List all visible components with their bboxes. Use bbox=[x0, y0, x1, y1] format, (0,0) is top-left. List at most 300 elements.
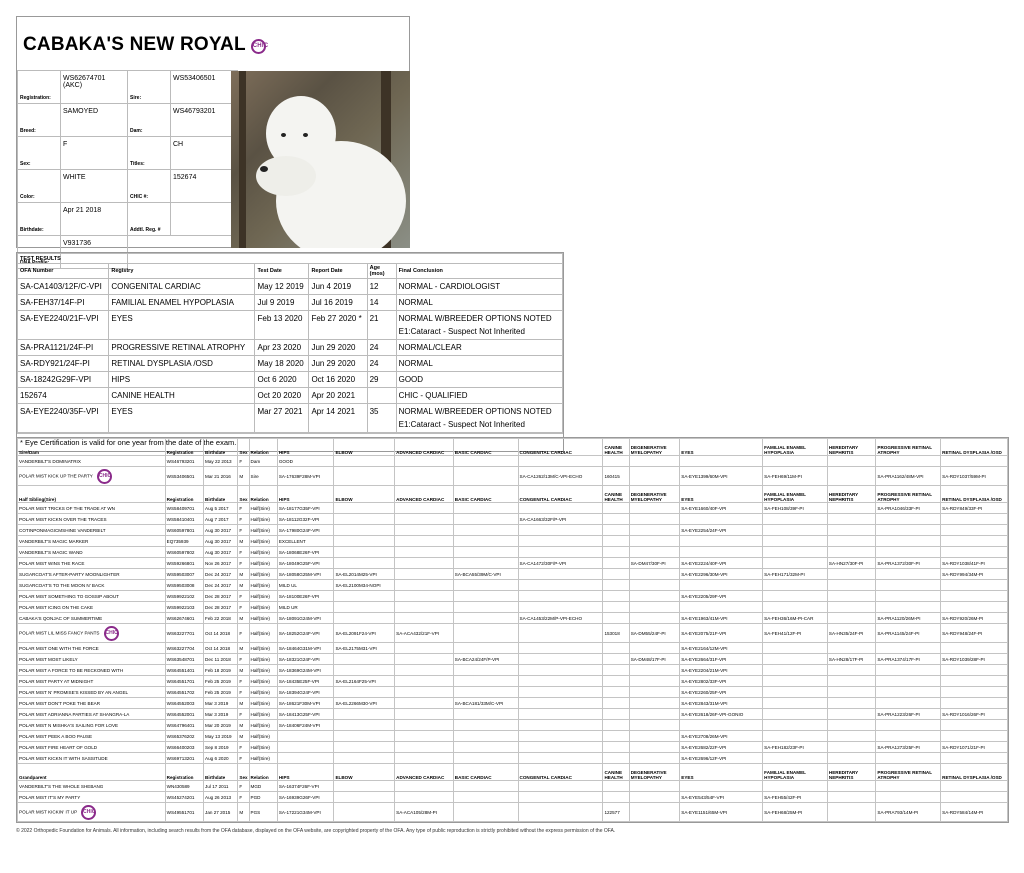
relative-name-text: POLAR MIST ONE WITH THE FORCE bbox=[19, 645, 99, 651]
sex-label: Sex: bbox=[18, 137, 61, 170]
relative-cell bbox=[334, 525, 395, 536]
test-result-report: Apr 14 2021 bbox=[309, 404, 367, 433]
test-result-row bbox=[18, 340, 563, 356]
relative-cell bbox=[395, 503, 454, 514]
relative-cell bbox=[453, 456, 518, 467]
chic-badge-icon: CHIC bbox=[104, 626, 119, 641]
relative-cell: M bbox=[238, 580, 249, 591]
relative-cell: SA-PRA1145/24F-PI bbox=[876, 624, 941, 643]
relative-cell: Aug 26 2013 bbox=[204, 792, 238, 803]
relative-cell: WS65376202 bbox=[165, 731, 203, 742]
relative-cell: Half(Sire) bbox=[249, 687, 277, 698]
relative-cell: Mar 21 2016 bbox=[204, 467, 238, 486]
test-result-test: Mar 27 2021 bbox=[255, 404, 309, 433]
relative-name bbox=[18, 720, 166, 731]
relative-cell bbox=[453, 503, 518, 514]
relative-cell bbox=[680, 720, 763, 731]
relative-cell: Half(Sire) bbox=[249, 503, 277, 514]
test-result-test: May 18 2020 bbox=[255, 356, 309, 372]
relative-cell bbox=[395, 456, 454, 467]
relative-name bbox=[18, 569, 166, 580]
relatives-column-header: Relation bbox=[249, 764, 277, 781]
breed-label: Breed: bbox=[18, 104, 61, 137]
relative-cell bbox=[941, 536, 1008, 547]
breed-value: SAMOYED bbox=[61, 104, 128, 137]
relative-cell bbox=[395, 558, 454, 569]
relative-cell bbox=[334, 687, 395, 698]
relative-cell: Half(Sire) bbox=[249, 569, 277, 580]
relative-cell: SA-BCA24/24F/P-VPI bbox=[453, 654, 518, 665]
relative-name bbox=[18, 558, 166, 569]
relative-cell: SA-RDY1038/41F-PI bbox=[941, 558, 1008, 569]
relative-cell bbox=[827, 591, 876, 602]
relative-cell: Dec 28 2017 bbox=[204, 591, 238, 602]
relative-cell: WS59922103 bbox=[165, 602, 203, 613]
relative-cell bbox=[334, 514, 395, 525]
relative-cell bbox=[518, 709, 603, 720]
relative-cell: F bbox=[238, 503, 249, 514]
relative-cell bbox=[395, 698, 454, 709]
relative-cell: SA-RDY994/34M-PI bbox=[941, 569, 1008, 580]
relative-cell bbox=[827, 698, 876, 709]
relative-cell bbox=[827, 687, 876, 698]
relatives-section-title: Sire/Dam bbox=[18, 439, 166, 456]
relative-cell bbox=[827, 742, 876, 753]
relative-name bbox=[18, 602, 166, 613]
relative-cell bbox=[763, 602, 828, 613]
relatives-section-title: Grandparent bbox=[18, 764, 166, 781]
relative-cell: Half(Sire) bbox=[249, 709, 277, 720]
relative-cell bbox=[334, 602, 395, 613]
relative-cell: Feb 18 2019 bbox=[204, 665, 238, 676]
relative-cell: SA-EYE2696/12F-VPI bbox=[680, 753, 763, 764]
test-result-age: 24 bbox=[367, 340, 396, 356]
relative-name-text: POLAR MIST PARTY AT MIDNIGHT bbox=[19, 678, 94, 684]
relative-row bbox=[18, 665, 1008, 676]
test-result-test: Oct 20 2020 bbox=[255, 388, 309, 404]
test-results-column-header: Report Date bbox=[309, 264, 367, 279]
relative-cell bbox=[763, 731, 828, 742]
relative-cell bbox=[827, 792, 876, 803]
relative-cell bbox=[629, 569, 680, 580]
relative-cell bbox=[518, 569, 603, 580]
relative-cell bbox=[629, 467, 680, 486]
relative-cell: SA-RDY584/14M-PI bbox=[941, 803, 1008, 822]
relative-cell bbox=[629, 753, 680, 764]
test-result-registry: PROGRESSIVE RETINAL ATROPHY bbox=[109, 340, 255, 356]
relative-cell bbox=[603, 687, 629, 698]
relative-cell bbox=[876, 720, 941, 731]
relative-name bbox=[18, 654, 166, 665]
relative-cell: Aug 30 2017 bbox=[204, 536, 238, 547]
relatives-column-header: CONGENITAL CARDIAC bbox=[518, 439, 603, 456]
relative-cell bbox=[763, 547, 828, 558]
relative-cell bbox=[680, 602, 763, 613]
relative-cell: SA-FEH55/42F-PI bbox=[763, 792, 828, 803]
relatives-column-header: CONGENITAL CARDIAC bbox=[518, 486, 603, 503]
relatives-column-header: CANINE HEALTH bbox=[603, 439, 629, 456]
relative-cell: MILD UR bbox=[277, 602, 334, 613]
relative-name bbox=[18, 624, 166, 643]
relative-cell bbox=[453, 753, 518, 764]
relative-name bbox=[18, 514, 166, 525]
test-result-conclusion-note: E1:Cataract - Suspect Not Inherited bbox=[398, 420, 525, 429]
relative-row bbox=[18, 580, 1008, 591]
relative-cell: WS59503007 bbox=[165, 569, 203, 580]
relative-cell: GOOD bbox=[277, 456, 334, 467]
relative-cell: SA-EYE2664/31F-VPI bbox=[680, 654, 763, 665]
relative-cell bbox=[827, 731, 876, 742]
relative-cell: May 22 2013 bbox=[204, 456, 238, 467]
relatives-column-header: HIPS bbox=[277, 439, 334, 456]
relative-cell: WS69713201 bbox=[165, 753, 203, 764]
relative-cell bbox=[518, 580, 603, 591]
chic-badge-icon: CHIC bbox=[251, 39, 266, 54]
relative-cell bbox=[518, 643, 603, 654]
relative-cell bbox=[453, 536, 518, 547]
relative-cell: SA-EYE2164/12M-VPI bbox=[680, 643, 763, 654]
relative-cell bbox=[453, 602, 518, 613]
relative-cell bbox=[277, 731, 334, 742]
relative-cell: WS63227701 bbox=[165, 624, 203, 643]
relative-cell: SA-FEH108/39F-PI bbox=[763, 503, 828, 514]
relative-cell: Aug 6 2020 bbox=[204, 753, 238, 764]
relative-name-text: POLAR MIST WINS THE RACE bbox=[19, 560, 85, 566]
relative-cell bbox=[763, 536, 828, 547]
relatives-column-header: EYES bbox=[680, 439, 763, 456]
relatives-column-header: EYES bbox=[680, 764, 763, 781]
relatives-column-header: FAMILIAL ENAMEL HYPOPLASIA bbox=[763, 486, 828, 503]
relative-cell: SA-PRA1273/25F-PI bbox=[876, 742, 941, 753]
relative-cell bbox=[603, 547, 629, 558]
relative-cell: Half(Sire) bbox=[249, 536, 277, 547]
relative-cell: SA-RDY1071/21F-PI bbox=[941, 742, 1008, 753]
relative-cell bbox=[827, 467, 876, 486]
relatives-column-header: RETINAL DYSPLASIA /OSD bbox=[941, 764, 1008, 781]
relative-cell: M bbox=[238, 803, 249, 822]
relative-cell: SA-18252G24F-VPI bbox=[277, 624, 334, 643]
relative-cell: SA-EYE2843/31M-VPI bbox=[680, 698, 763, 709]
test-result-test: Apr 23 2020 bbox=[255, 340, 309, 356]
relative-cell bbox=[395, 514, 454, 525]
relative-cell bbox=[518, 792, 603, 803]
relative-cell: SA-RDY1039/28F-PI bbox=[941, 654, 1008, 665]
relative-cell bbox=[395, 720, 454, 731]
relative-cell bbox=[453, 792, 518, 803]
relative-cell bbox=[518, 547, 603, 558]
relative-name-text: POLAR MIST KICKN IT WITH SASSITUDE bbox=[19, 755, 108, 761]
relative-cell: SA-EL2091F24-VPI bbox=[334, 624, 395, 643]
relative-cell: SA-CA1663/32F/P-VPI bbox=[518, 514, 603, 525]
relative-name-text: SUGARCOAT'S TO THE MOON N' BACK bbox=[19, 582, 105, 588]
copyright-footer: © 2022 Orthopedic Foundation for Animals. All information, including search results from the OFA database, displayed on the OFA website, are copyrighted property of the OFA. Any type of public reproduction is strictly prohibited without the express permission of the OFA. bbox=[16, 828, 616, 834]
relative-cell: Half(Sire) bbox=[249, 591, 277, 602]
relative-name bbox=[18, 613, 166, 624]
relative-cell bbox=[763, 456, 828, 467]
test-result-ofa: SA-CA1403/12F/C-VPI bbox=[18, 279, 109, 295]
relative-name bbox=[18, 781, 166, 792]
relative-name bbox=[18, 547, 166, 558]
relative-cell: SA-EYE2224/40F-VPI bbox=[680, 558, 763, 569]
relative-cell: SA-PRA1374/17F-PI bbox=[876, 654, 941, 665]
test-result-report: Apr 20 2021 bbox=[309, 388, 367, 404]
relative-cell: Half(Sire) bbox=[249, 665, 277, 676]
test-results-column-header: OFA Number bbox=[18, 264, 109, 279]
relative-cell bbox=[763, 580, 828, 591]
relative-cell: F bbox=[238, 792, 249, 803]
relative-cell: Half(Sire) bbox=[249, 514, 277, 525]
test-result-row bbox=[18, 311, 563, 340]
chic-label: CHIC #: bbox=[128, 170, 171, 203]
relative-cell bbox=[453, 676, 518, 687]
test-result-conclusion: NORMAL bbox=[396, 356, 562, 372]
relative-row bbox=[18, 467, 1008, 486]
relative-cell: F bbox=[238, 591, 249, 602]
relative-cell: M bbox=[238, 720, 249, 731]
test-result-registry: EYES bbox=[109, 404, 255, 433]
relative-cell bbox=[334, 591, 395, 602]
relative-row bbox=[18, 654, 1008, 665]
test-result-conclusion bbox=[396, 404, 562, 433]
relative-cell bbox=[603, 753, 629, 764]
test-result-conclusion: NORMAL bbox=[396, 295, 562, 311]
relative-cell: WS59922102 bbox=[165, 591, 203, 602]
relative-cell: SA-18464G31M-VPI bbox=[277, 643, 334, 654]
relative-cell bbox=[603, 781, 629, 792]
titles-value: CH bbox=[171, 137, 238, 170]
relative-cell: SA-EYE2075/21F-VPI bbox=[680, 624, 763, 643]
relative-cell: SA-18068E26F-VPI bbox=[277, 547, 334, 558]
relative-cell: WS64551401 bbox=[165, 665, 203, 676]
relative-cell bbox=[603, 654, 629, 665]
test-results-column-header: Final Conclusion bbox=[396, 264, 562, 279]
relative-name bbox=[18, 536, 166, 547]
relative-cell bbox=[763, 525, 828, 536]
relative-cell bbox=[629, 698, 680, 709]
relative-cell bbox=[518, 591, 603, 602]
relative-cell: Mar 3 2019 bbox=[204, 698, 238, 709]
relative-cell: Oct 14 2018 bbox=[204, 624, 238, 643]
relative-cell bbox=[395, 643, 454, 654]
relative-cell: SA-EYE2682/22F-VPI bbox=[680, 742, 763, 753]
relative-name bbox=[18, 687, 166, 698]
relative-cell bbox=[518, 803, 603, 822]
relative-cell bbox=[941, 781, 1008, 792]
test-result-age bbox=[367, 388, 396, 404]
relative-row bbox=[18, 503, 1008, 514]
relative-row bbox=[18, 676, 1008, 687]
dog-info-table bbox=[17, 70, 238, 269]
relative-row bbox=[18, 558, 1008, 569]
relative-cell: 153018 bbox=[603, 624, 629, 643]
relative-cell: SA-FEH182/23F-PI bbox=[763, 742, 828, 753]
relative-cell: WS64551701 bbox=[165, 676, 203, 687]
relative-cell bbox=[453, 547, 518, 558]
dna-label: DNA Profile: bbox=[18, 236, 61, 269]
relative-cell bbox=[629, 731, 680, 742]
relative-cell: SA-EYE2205/29F-VPI bbox=[680, 591, 763, 602]
test-result-report: Jun 29 2020 bbox=[309, 356, 367, 372]
relative-cell bbox=[629, 665, 680, 676]
relative-cell: SA-EYE2802/33F-VPI bbox=[680, 676, 763, 687]
relatives-column-header: FAMILIAL ENAMEL HYPOPLASIA bbox=[763, 764, 828, 781]
relative-name bbox=[18, 753, 166, 764]
relative-cell: SA-EYE2618/26F-VPI-GONIO bbox=[680, 709, 763, 720]
relative-cell bbox=[876, 792, 941, 803]
test-result-ofa: SA-RDY921/24F-PI bbox=[18, 356, 109, 372]
relative-cell bbox=[334, 547, 395, 558]
relative-row bbox=[18, 591, 1008, 602]
relative-name-text: POLAR MIST IT'S MY PARTY bbox=[19, 794, 81, 800]
relative-cell bbox=[827, 613, 876, 624]
relative-cell bbox=[277, 742, 334, 753]
relative-cell: WS45274201 bbox=[165, 792, 203, 803]
relative-cell bbox=[629, 503, 680, 514]
dna-value: V931736 bbox=[61, 236, 128, 269]
relative-cell bbox=[876, 665, 941, 676]
relative-cell: WS64796401 bbox=[165, 720, 203, 731]
relative-cell bbox=[518, 456, 603, 467]
relative-cell: SA-PRA1046/33F-PI bbox=[876, 503, 941, 514]
relative-cell bbox=[395, 781, 454, 792]
relative-cell: SA-EL2175M31-VPI bbox=[334, 643, 395, 654]
relative-cell bbox=[876, 753, 941, 764]
relative-cell: Half(Sire) bbox=[249, 643, 277, 654]
relatives-column-header: Relation bbox=[249, 486, 277, 503]
relative-cell bbox=[629, 781, 680, 792]
relative-cell bbox=[603, 792, 629, 803]
relative-cell bbox=[629, 720, 680, 731]
relative-cell: WS58409701 bbox=[165, 503, 203, 514]
relative-cell bbox=[334, 558, 395, 569]
relative-cell: Oct 14 2018 bbox=[204, 643, 238, 654]
relative-cell bbox=[629, 643, 680, 654]
test-result-registry: RETINAL DYSPLASIA /OSD bbox=[109, 356, 255, 372]
relative-cell bbox=[827, 569, 876, 580]
relative-cell: M bbox=[238, 665, 249, 676]
relative-cell bbox=[603, 742, 629, 753]
relative-cell bbox=[629, 536, 680, 547]
relative-cell: F bbox=[238, 456, 249, 467]
relative-cell bbox=[395, 547, 454, 558]
relatives-column-header: CONGENITAL CARDIAC bbox=[518, 764, 603, 781]
relatives-column-header: HIPS bbox=[277, 764, 334, 781]
relatives-column-header: BASIC CARDIAC bbox=[453, 486, 518, 503]
relatives-column-header: Relation bbox=[249, 439, 277, 456]
relative-cell: SA-18435E25F-VPI bbox=[277, 676, 334, 687]
relative-cell bbox=[941, 643, 1008, 654]
relative-cell bbox=[629, 456, 680, 467]
relative-cell bbox=[334, 536, 395, 547]
relatives-column-header: PROGRESSIVE RETINAL ATROPHY bbox=[876, 764, 941, 781]
relative-name-text: POLAR MIST MOST LIKELY bbox=[19, 656, 78, 662]
relative-cell: SA-EL2100M34-NOPI bbox=[334, 580, 395, 591]
relative-cell: SA-18321G24F-VPI bbox=[277, 654, 334, 665]
test-result-row bbox=[18, 388, 563, 404]
relative-cell bbox=[629, 580, 680, 591]
relative-cell bbox=[603, 731, 629, 742]
relatives-column-header: DEGENERATIVE MYELOPATHY bbox=[629, 439, 680, 456]
relative-cell: M bbox=[238, 643, 249, 654]
relative-cell: F bbox=[238, 781, 249, 792]
relative-name bbox=[18, 676, 166, 687]
relative-cell: SA-EYE2708/26M-VPI bbox=[680, 731, 763, 742]
relative-cell: SA-CA1453/22M/P-VPI-ECHO bbox=[518, 613, 603, 624]
titles-label: Titles: bbox=[128, 137, 171, 170]
relatives-column-header: ELBOW bbox=[334, 439, 395, 456]
relative-cell bbox=[518, 753, 603, 764]
relative-cell bbox=[334, 742, 395, 753]
relative-cell: EXCELLENT bbox=[277, 536, 334, 547]
relatives-column-header: EYES bbox=[680, 486, 763, 503]
relative-cell: Half(Sire) bbox=[249, 720, 277, 731]
relative-name-text: POLAR MIST KICK UP THE PARTY bbox=[19, 473, 93, 479]
relative-cell bbox=[941, 525, 1008, 536]
relative-cell bbox=[941, 676, 1008, 687]
relative-cell bbox=[453, 643, 518, 654]
relative-cell bbox=[518, 731, 603, 742]
relative-name-text: POLAR MIST LIL MISS FANCY PANTS bbox=[19, 630, 100, 636]
relative-cell: Aug 30 2017 bbox=[204, 547, 238, 558]
relative-cell: SA-ACA432/21F-VPI bbox=[395, 624, 454, 643]
relative-cell bbox=[827, 720, 876, 731]
relative-cell: Half(Sire) bbox=[249, 602, 277, 613]
relatives-column-header: Sex bbox=[238, 764, 249, 781]
relative-cell: SA-18091G24M-VPI bbox=[277, 613, 334, 624]
test-result-ofa: SA-FEH37/14F-PI bbox=[18, 295, 109, 311]
relative-cell: Dec 28 2017 bbox=[204, 602, 238, 613]
relative-cell bbox=[453, 514, 518, 525]
registration-label: Registration: bbox=[18, 71, 61, 104]
relative-cell: F bbox=[238, 687, 249, 698]
relative-name-text: POLAR MIST KICKIN' IT UP bbox=[19, 809, 78, 815]
test-result-row bbox=[18, 372, 563, 388]
relative-cell bbox=[763, 720, 828, 731]
relative-cell: SA-BCA55/39M/C-VPI bbox=[453, 569, 518, 580]
relative-cell: SA-EYE1660/40F-VPI bbox=[680, 503, 763, 514]
relative-name bbox=[18, 698, 166, 709]
relative-cell: Half(Sire) bbox=[249, 753, 277, 764]
relative-name bbox=[18, 503, 166, 514]
relative-cell: SA-EL2266M30-VPI bbox=[334, 698, 395, 709]
relative-cell bbox=[763, 698, 828, 709]
relative-cell bbox=[518, 525, 603, 536]
relative-cell bbox=[941, 753, 1008, 764]
relative-cell: Feb 25 2019 bbox=[204, 676, 238, 687]
relative-cell bbox=[827, 665, 876, 676]
relatives-section-title: Half Sibling(Sire) bbox=[18, 486, 166, 503]
relative-cell bbox=[518, 781, 603, 792]
relative-cell: SA-18177G35F-VPI bbox=[277, 503, 334, 514]
relative-cell: WS60597801 bbox=[165, 525, 203, 536]
relative-cell bbox=[603, 569, 629, 580]
chic-value: 152674 bbox=[171, 170, 238, 203]
relative-cell bbox=[941, 687, 1008, 698]
relative-cell: Jan 27 2015 bbox=[204, 803, 238, 822]
relative-cell: F bbox=[238, 547, 249, 558]
relative-cell bbox=[876, 569, 941, 580]
relative-cell: Aug 30 2017 bbox=[204, 525, 238, 536]
test-result-registry: HIPS bbox=[109, 372, 255, 388]
relative-row bbox=[18, 602, 1008, 613]
relatives-column-header: ELBOW bbox=[334, 764, 395, 781]
relatives-column-header: Birthdate bbox=[204, 486, 238, 503]
relative-cell bbox=[334, 613, 395, 624]
relative-cell bbox=[827, 602, 876, 613]
relative-cell bbox=[395, 580, 454, 591]
relative-cell bbox=[876, 731, 941, 742]
relative-row bbox=[18, 709, 1008, 720]
